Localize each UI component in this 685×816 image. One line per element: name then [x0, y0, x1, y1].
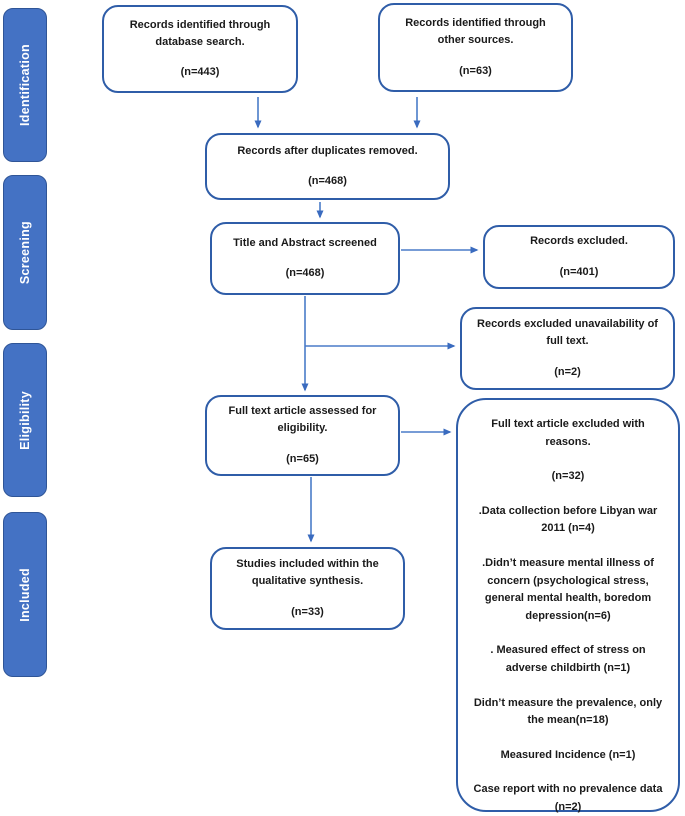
- stage-screening: [3, 175, 47, 330]
- box-duplicates-removed-count: (n=468): [308, 175, 347, 187]
- box-title-abstract-screened-count: (n=468): [285, 267, 325, 279]
- box-full-text-unavailable: [460, 307, 675, 390]
- box-studies-included-text: Studies included within the qualitative synthesis.: [236, 558, 379, 588]
- box-database-search-text: Records identified through database search.: [129, 18, 271, 48]
- exclusion-count: (n=32): [551, 470, 585, 483]
- box-other-sources-count: (n=63): [459, 64, 492, 77]
- exclusion-reason: Case report with no prevalence data (n=2): [473, 783, 663, 813]
- box-full-text-unavailable-text: Records excluded unavailability of full text.: [477, 318, 658, 348]
- box-full-text-assessed: [205, 395, 400, 476]
- box-full-text-assessed-count: (n=65): [286, 452, 319, 465]
- exclusion-reason: Measured Incidence (n=1): [500, 748, 636, 761]
- exclusion-reason: Didn’t measure the prevalence, only the mean(n=18): [473, 696, 663, 727]
- stage-identification-label: Identification: [18, 44, 32, 126]
- stage-eligibility-label: Eligibility: [18, 390, 32, 450]
- stage-eligibility: [3, 343, 47, 497]
- stage-included-label: Included: [18, 567, 32, 622]
- box-full-text-assessed-text: Full text article assessed for eligibility.: [228, 405, 377, 435]
- box-other-sources-text: Records identified through other sources.: [405, 17, 546, 47]
- box-other-sources: [378, 3, 573, 92]
- box-database-search: [102, 5, 298, 93]
- stage-screening-label: Screening: [18, 220, 32, 285]
- box-studies-included-count: (n=33): [291, 605, 324, 618]
- exclusion-reason: . Measured effect of stress on adverse childbirth (n=1): [490, 644, 646, 674]
- box-full-text-unavailable-count: (n=2): [554, 365, 581, 378]
- box-studies-included: [210, 547, 405, 630]
- box-database-search-count: (n=443): [180, 66, 220, 79]
- exclusion-title: Full text article excluded with reasons.: [491, 418, 645, 448]
- box-duplicates-removed: [205, 133, 450, 200]
- stage-identification: [3, 8, 47, 162]
- exclusion-reason: .Data collection before Libyan war 2011 (n=4): [478, 504, 658, 535]
- stage-included: [3, 512, 47, 677]
- box-records-excluded-text: Records excluded.: [530, 235, 628, 248]
- box-title-abstract-screened-text: Title and Abstract screened: [233, 236, 377, 249]
- box-duplicates-removed-text: Records after duplicates removed.: [237, 144, 418, 157]
- box-full-text-excluded-reasons: [456, 398, 680, 812]
- box-records-excluded: [483, 225, 675, 289]
- exclusion-reason: .Didn’t measure mental illness of concern (psychological stress, general mental health, boredom depression(n=6): [482, 556, 654, 622]
- box-title-abstract-screened: [210, 222, 400, 295]
- box-records-excluded-count: (n=401): [559, 265, 599, 278]
